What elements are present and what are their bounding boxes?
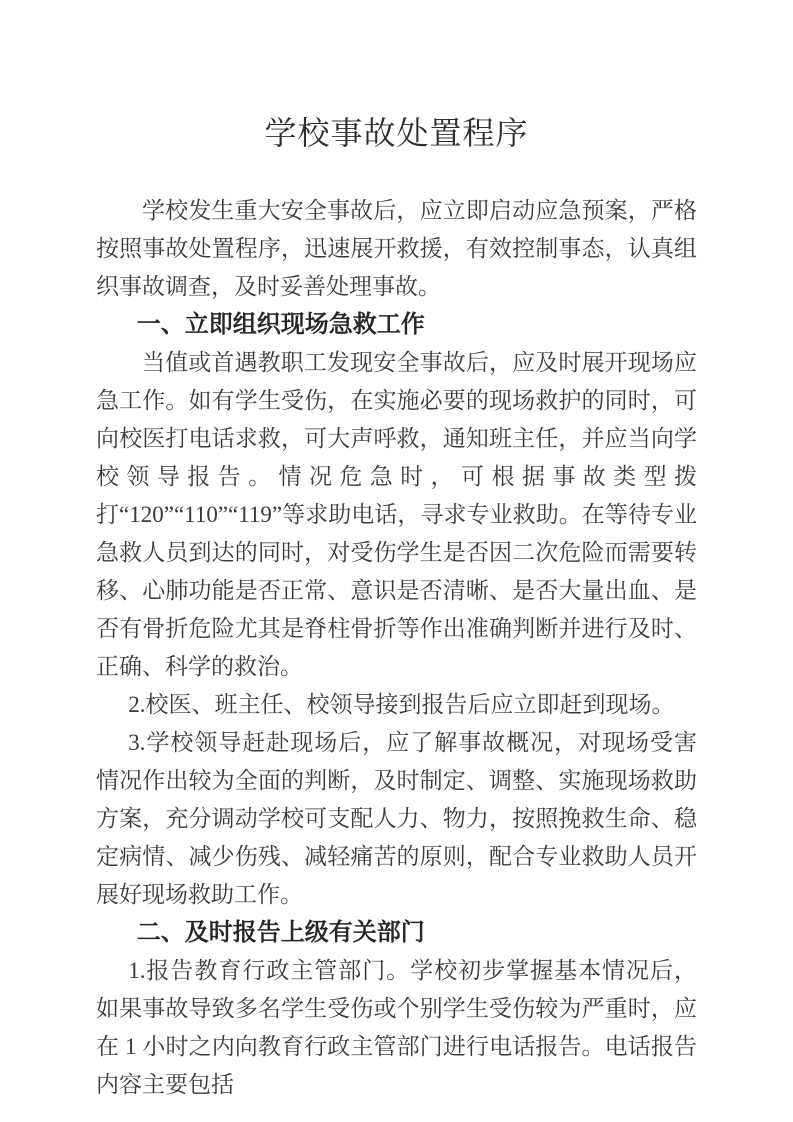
section-heading-2: 二、及时报告上级有关部门 [136, 919, 425, 946]
section2-item-1: 1.报告教育行政主管部门。学校初步掌握基本情况后，如果事故导致多名学生受伤或个别学生受伤较为严重时，应在 1 小时之内向教育行政主管部门进行电话报告。电话报告内容主要包括 [96, 958, 697, 1097]
section1-item-2: 2.校医、班主任、校领导接到报告后应立即赶到现场。 [128, 692, 675, 717]
section1-item-3: 3.学校领导赶赴现场后，应了解事故概况，对现场受害情况作出较为全面的判断，及时制定、调整、实施现场救助方案，充分调动学校可支配人力、物力，按照挽救生命、稳定病情、减少伤残、减轻痛苦的原则，配合专业救助人员开展好现场救助工作。 [96, 730, 697, 907]
intro-paragraph: 学校发生重大安全事故后，应立即启动应急预案，严格按照事故处置程序，迅速展开救援，有效控制事态，认真组织事故调查，及时妥善处理事故。 [96, 198, 697, 299]
section1-paragraph-1: 当值或首遇教职工发现安全事故后，应及时展开现场应急工作。如有学生受伤，在实施必要的现场救护的同时，可向校医打电话求救，可大声呼救，通知班主任，并应当向学校领导报告。情况危急时，可根据事故类型拨打“120”“110”“119”等求助电话，寻求专业救助。在等待专业急救人员到达的同时，对受伤学生是否因二次危险而需要转移、心肺功能是否正常、意识是否清晰、是否大量出血、是否有骨折危险尤其是脊柱骨折等作出准确判断并进行及时、正确、科学的救治。 [96, 350, 697, 679]
document-title: 学校事故处置程序 [264, 115, 529, 151]
section-heading-1: 一、立即组织现场急救工作 [136, 311, 425, 338]
